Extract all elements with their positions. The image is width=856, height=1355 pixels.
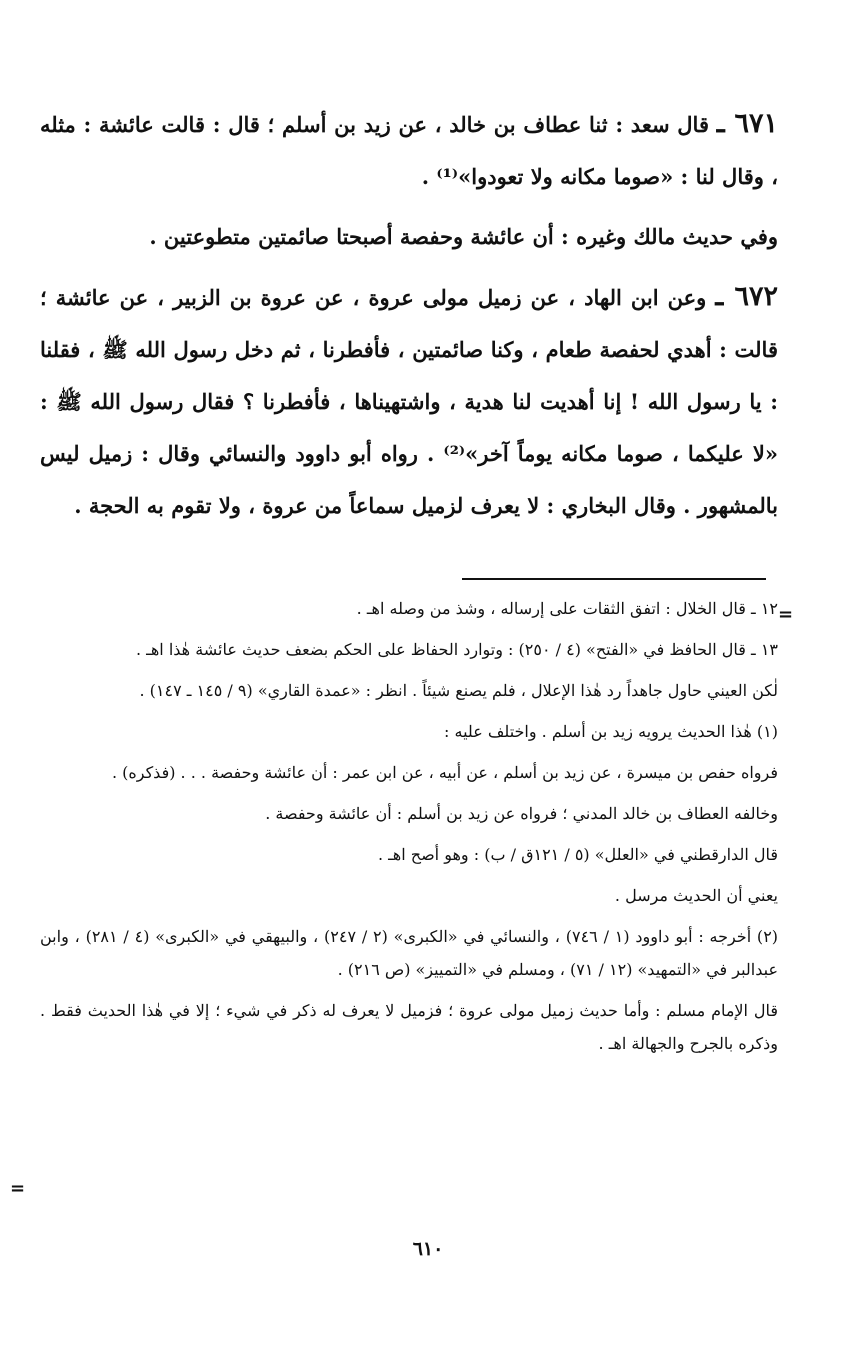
- page-number: ٦١٠: [412, 1238, 444, 1260]
- malik-note: وفي حديث مالك وغيره : أن عائشة وحفصة أصبحتا صائمتين متطوعتين .: [149, 224, 778, 249]
- footnote-2-takhrij: (٢) أخرجه : أبو داوود (١ / ٧٤٦) ، والنسائي في «الكبرى» (٢ / ٢٤٧) ، والبيهقي في «الكبرى» (٤ / ٢٨١) ، وابن عبدالبر في «التمهيد» (١٢ / ٧١) ، ومسلم في «التمييز» (ص ٢١٦) .: [40, 927, 779, 979]
- hadith-text: قال سعد : ثنا عطاف بن خالد ، عن زيد بن أسلم ؛ قال : قالت عائشة : مثله ، وقال لنا : «صوما مكانه ولا تعودوا»⁽¹⁾ .: [40, 112, 778, 189]
- footnote-separator: [462, 578, 766, 580]
- hadith-671: [40, 98, 778, 203]
- note-13-continued: لٰكن العيني حاول جاهداً رد هٰذا الإعلال ، فلم يصنع شيئاً . انظر : «عمدة القاري» (٩ / ١٤٥ ـ ١٤٧) .: [139, 681, 778, 700]
- footnote-1-daraqutni: قال الدارقطني في «العلل» (٥ / ١٢١ق / ب) : وهو أصح اهـ .: [377, 845, 778, 864]
- hadith-text: وعن ابن الهاد ، عن زميل مولى عروة ، عن عروة بن الزبير ، عن عائشة ؛ قالت : أهدي لحفصة طعام ، وكنا صائمتين ، فأفطرنا ، ثم دخل رسول الله ﷺ ، فقلنا : يا رسول الله ! إنا أهديت لنا هدية ، واشتهيناها ، فأفطرنا ؟ فقال رسول الله ﷺ : «لا عليكما ، صوما مكانه يوماً آخر»⁽²⁾ . رواه أبو داوود والنسائي وقال : زميل ليس بالمشهور . وقال البخاري : لا يعرف لزميل سماعاً من عروة ، ولا تقوم به الحجة .: [40, 285, 779, 518]
- continuation-marker: =: [778, 604, 794, 625]
- note-13: ١٣ ـ قال الحافظ في «الفتح» (٤ / ٢٥٠) : وتوارد الحفاظ على الحكم بضعف حديث عائشة هٰذا اهـ .: [136, 640, 778, 659]
- footnote-2-muslim: قال الإمام مسلم : وأما حديث زميل مولى عروة ؛ فزميل لا يعرف له ذكر في شيء ؛ إلا في هٰذا الحديث فقط . وذكره بالجرح والجهالة اهـ .: [40, 1001, 779, 1053]
- footnote-1-ataf: وخالفه العطاف بن خالد المدني ؛ فرواه عن زيد بن أسلم : أن عائشة وحفصة .: [265, 804, 778, 823]
- hadith-672: [40, 271, 778, 532]
- hadith-number: ٦٧١ ـ: [716, 108, 778, 139]
- footnote-1-mursal: يعني أن الحديث مرسل .: [614, 886, 778, 905]
- footnote-1-continued: [40, 797, 778, 912]
- footnote-1-intro: (١) هٰذا الحديث يرويه زيد بن أسلم . واختلف عليه :: [444, 722, 778, 741]
- footnote-1-hafs: فرواه حفص بن ميسرة ، عن زيد بن أسلم ، عن أبيه ، عن ابن عمر : أن عائشة وحفصة . . . (فذكره) .: [111, 763, 778, 782]
- main-text: [40, 98, 778, 540]
- continuation-marker: =: [10, 1178, 26, 1199]
- note-12: ١٢ ـ قال الخلال : اتفق الثقات على إرساله ، وشذ من وصله اهـ .: [356, 599, 778, 618]
- hadith-number: ٦٧٢ ـ: [715, 281, 778, 312]
- footnotes: [40, 592, 778, 1068]
